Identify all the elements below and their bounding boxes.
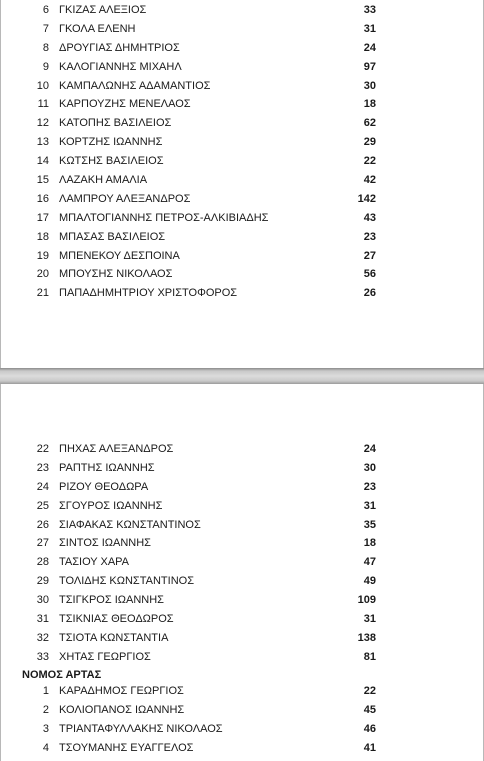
vote-count: 30: [363, 461, 376, 474]
table-row: [1, 648, 483, 667]
table-row: [1, 720, 483, 739]
table-row: [1, 95, 483, 114]
candidate-name: ΡΑΠΤΗΣ ΙΩΑΝΝΗΣ: [59, 461, 155, 474]
table-row: [1, 20, 483, 39]
vote-count: 18: [363, 98, 376, 111]
vote-count: 29: [363, 136, 376, 149]
vote-count: 23: [363, 230, 376, 243]
candidate-name: ΚΑΤΟΠΗΣ ΒΑΣΙΛΕΙΟΣ: [59, 117, 172, 130]
candidate-name: ΚΑΡΑΔΗΜΟΣ ΓΕΩΡΓΙΟΣ: [59, 685, 184, 697]
vote-count: 47: [363, 556, 376, 569]
vote-count: 43: [363, 211, 376, 224]
vote-count: 31: [363, 613, 376, 626]
vote-count: 138: [357, 631, 376, 644]
vote-count: 56: [363, 268, 376, 281]
vote-count: 33: [363, 4, 376, 16]
candidate-name: ΤΣΙΚΝΙΑΣ ΘΕΟΔΩΡΟΣ: [59, 613, 174, 626]
candidate-name: ΤΑΣΙΟΥ ΧΑΡΑ: [59, 556, 130, 569]
table-row: [1, 701, 483, 720]
table-row: [1, 553, 483, 572]
table-row: [1, 440, 483, 459]
vote-count: 97: [363, 60, 376, 73]
page-separator: [0, 368, 484, 384]
row-number: 7: [42, 22, 49, 35]
vote-count: 41: [363, 741, 376, 754]
vote-count: 42: [363, 174, 376, 187]
vote-count: 62: [363, 117, 376, 130]
candidate-name: ΓΚΙΖΑΣ ΑΛΕΞΙΟΣ: [59, 4, 147, 16]
candidate-name: ΤΡΙΑΝΤΑΦΥΛΛΑΚΗΣ ΝΙΚΟΛΑΟΣ: [59, 722, 223, 735]
table-row: [1, 572, 483, 591]
row-number: 6: [42, 4, 49, 16]
candidate-name: ΛΑΖΑΚΗ ΑΜΑΛΙΑ: [59, 174, 148, 187]
candidate-name: ΤΣΙΟΤΑ ΚΩΝΣΤΑΝΤΙΑ: [59, 631, 169, 644]
row-number: 18: [36, 230, 49, 243]
row-number: 8: [42, 41, 49, 54]
candidate-name: ΤΣΙΓΚΡΟΣ ΙΩΑΝΝΗΣ: [59, 594, 164, 607]
table-row: [1, 478, 483, 497]
table-row: [1, 629, 483, 648]
vote-count: 46: [363, 722, 376, 735]
candidate-name: ΣΓΟΥΡΟΣ ΙΩΑΝΝΗΣ: [59, 499, 163, 512]
document-page-1: [0, 0, 484, 368]
candidate-name: ΚΑΜΠΑΛΩΝΗΣ ΑΔΑΜΑΝΤΙΟΣ: [59, 79, 211, 92]
table-row: [1, 1, 483, 20]
candidate-name: ΜΠΟΥΣΗΣ ΝΙΚΟΛΑΟΣ: [59, 268, 173, 281]
table-row: [1, 682, 483, 701]
candidate-name: ΓΚΟΛΑ ΕΛΕΝΗ: [59, 22, 136, 35]
row-number: 28: [36, 556, 49, 569]
table-row: [1, 284, 483, 303]
row-number: 3: [42, 722, 49, 735]
table-row: [1, 459, 483, 478]
row-number: 26: [36, 518, 49, 531]
section-heading: ΝΟΜΟΣ ΑΡΤΑΣ: [22, 669, 102, 681]
candidate-name: ΡΙΖΟΥ ΘΕΟΔΩΡΑ: [59, 480, 149, 493]
row-number: 31: [36, 613, 49, 626]
table-row: [1, 190, 483, 209]
table-row: [1, 171, 483, 190]
table-row: [1, 497, 483, 516]
vote-count: 81: [363, 650, 376, 663]
row-number: 11: [37, 98, 49, 111]
vote-count: 45: [363, 703, 376, 716]
row-number: 14: [36, 155, 49, 168]
table-row: [1, 152, 483, 171]
vote-count: 22: [363, 155, 376, 168]
table-row: [1, 534, 483, 553]
candidate-name: ΧΗΤΑΣ ΓΕΩΡΓΙΟΣ: [59, 650, 151, 663]
vote-count: 24: [363, 41, 376, 54]
table-row: [1, 58, 483, 77]
candidate-name: ΠΗΧΑΣ ΑΛΕΞΑΝΔΡΟΣ: [59, 443, 174, 455]
candidate-name: ΚΟΛΙΟΠΑΝΟΣ ΙΩΑΝΝΗΣ: [59, 703, 185, 716]
row-number: 29: [36, 575, 49, 588]
table-row: [1, 591, 483, 610]
candidate-name: ΤΟΛΙΔΗΣ ΚΩΝΣΤΑΝΤΙΝΟΣ: [59, 575, 194, 588]
vote-count: 31: [363, 499, 376, 512]
row-number: 10: [36, 79, 49, 92]
table-row: [1, 133, 483, 152]
document-page-2: [0, 384, 484, 761]
candidate-name: ΤΣΟΥΜΑΝΗΣ ΕΥΑΓΓΕΛΟΣ: [59, 741, 194, 754]
candidate-name: ΔΡΟΥΓΙΑΣ ΔΗΜΗΤΡΙΟΣ: [59, 41, 180, 54]
row-number: 13: [36, 136, 49, 149]
vote-count: 18: [363, 537, 376, 550]
row-number: 16: [36, 192, 49, 205]
table-row: [1, 516, 483, 535]
vote-count: 31: [363, 22, 376, 35]
row-number: 1: [42, 685, 49, 697]
row-number: 24: [36, 480, 49, 493]
row-number: 33: [36, 650, 49, 663]
vote-count: 35: [363, 518, 376, 531]
candidate-name: ΚΟΡΤΖΗΣ ΙΩΑΝΝΗΣ: [59, 136, 163, 149]
candidate-name: ΣΙΑΦΑΚΑΣ ΚΩΝΣΤΑΝΤΙΝΟΣ: [59, 518, 201, 531]
row-number: 21: [36, 287, 49, 300]
table-row: [1, 610, 483, 629]
vote-count: 26: [363, 287, 376, 300]
candidate-name: ΣΙΝΤΟΣ ΙΩΑΝΝΗΣ: [59, 537, 151, 550]
candidate-list-page-2: [1, 440, 483, 667]
vote-count: 142: [357, 192, 376, 205]
vote-count: 49: [363, 575, 376, 588]
table-row: [1, 265, 483, 284]
vote-count: 27: [363, 249, 376, 262]
row-number: 19: [36, 249, 49, 262]
table-row: [1, 209, 483, 228]
row-number: 32: [36, 631, 49, 644]
candidate-name: ΚΩΤΣΗΣ ΒΑΣΙΛΕΙΟΣ: [59, 155, 164, 168]
candidate-name: ΛΑΜΠΡΟΥ ΑΛΕΞΑΝΔΡΟΣ: [59, 192, 191, 205]
row-number: 15: [36, 174, 49, 187]
table-row: [1, 77, 483, 96]
row-number: 27: [36, 537, 49, 550]
row-number: 12: [36, 117, 49, 130]
vote-count: 30: [363, 79, 376, 92]
candidate-name: ΜΠΕΝΕΚΟΥ ΔΕΣΠΟΙΝΑ: [59, 249, 180, 262]
row-number: 9: [42, 60, 49, 73]
row-number: 25: [36, 499, 49, 512]
candidate-name: ΜΠΑΣΑΣ ΒΑΣΙΛΕΙΟΣ: [59, 230, 166, 243]
table-row: [1, 739, 483, 758]
vote-count: 23: [363, 480, 376, 493]
row-number: 17: [36, 211, 49, 224]
candidate-name: ΚΑΛΟΓΙΑΝΝΗΣ ΜΙΧΑΗΛ: [59, 60, 182, 73]
candidate-name: ΠΑΠΑΔΗΜΗΤΡΙΟΥ ΧΡΙΣΤΟΦΟΡΟΣ: [59, 287, 238, 300]
table-row: [1, 228, 483, 247]
vote-count: 22: [363, 685, 376, 697]
table-row: [1, 114, 483, 133]
vote-count: 24: [363, 443, 376, 455]
candidate-list-page-1: [1, 1, 483, 303]
candidate-name: ΜΠΑΛΤΟΓΙΑΝΝΗΣ ΠΕΤΡΟΣ-ΑΛΚΙΒΙΑΔΗΣ: [59, 211, 269, 224]
vote-count: 109: [357, 594, 376, 607]
row-number: 2: [42, 703, 49, 716]
row-number: 20: [36, 268, 49, 281]
candidate-name: ΚΑΡΠΟΥΖΗΣ ΜΕΝΕΛΑΟΣ: [59, 98, 191, 111]
candidate-list-arta: [1, 682, 483, 758]
table-row: [1, 247, 483, 266]
row-number: 23: [36, 461, 49, 474]
row-number: 4: [42, 741, 49, 754]
row-number: 30: [36, 594, 49, 607]
table-row: [1, 39, 483, 58]
row-number: 22: [36, 443, 49, 455]
